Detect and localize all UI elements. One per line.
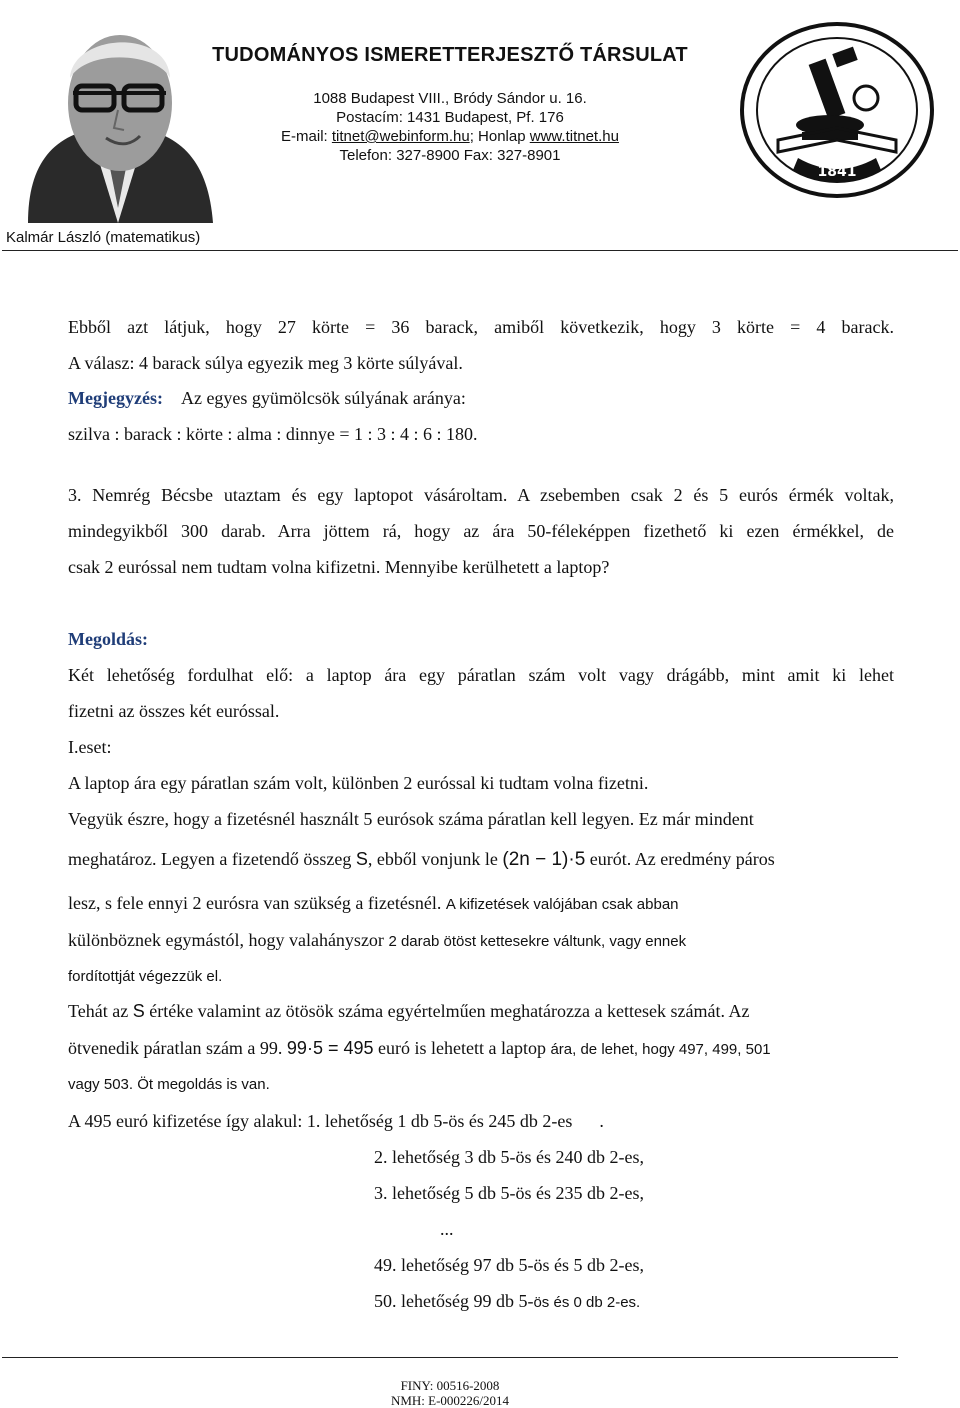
problem-line: mindegyikből 300 darab. Arra jöttem rá, hogy az ára 50-féleképpen fizethető ki ezen érmékkel, de [68,521,894,541]
symbol-s: S [355,849,368,869]
ratio-line: szilva : barack : körte : alma : dinnye = 1 : 3 : 4 : 6 : 180. [68,424,478,444]
homepage-label: ; Honlap [469,128,526,145]
solution-line: fizetni az összes két euróssal. [68,701,280,721]
text-fragment: meghatároz. Legyen a fizetendő összeg [68,849,352,869]
text-line: A válasz: 4 barack súlya egyezik meg 3 körte súlyával. [68,353,463,373]
option-ellipsis: ... [440,1219,454,1239]
text-line: Ebből azt látjuk, hogy 27 körte = 36 barack, amiből következik, hogy 3 körte = 4 barack. [68,317,894,337]
nmh-number: NMH: E-000226/2014 [390,1393,510,1408]
text-fragment: Tehát az [68,1001,129,1021]
footer [330,1378,570,1408]
solution-line: Két lehetőség fordulhat elő: a laptop ára egy páratlan szám volt vagy drágább, mint amit ki lehet [68,665,894,685]
text-fragment: , ebből vonjunk le [367,849,498,869]
text-fragment: . [599,1111,604,1131]
note-line [68,387,466,409]
text-fragment: lesz, s fele ennyi 2 eurósra van szükség a fizetésnél. [68,893,442,913]
option-line-1 [68,1110,604,1132]
email-link[interactable]: titnet@webinform.hu [331,128,470,145]
text-fragment: különböznek egymástól, hogy valahányszor [68,930,384,950]
homepage-link[interactable]: www.titnet.hu [529,128,619,145]
text-fragment: értéke valamint az ötösök száma egyértelműen meghatározza a kettesek számát. Az [149,1001,750,1021]
case-heading: I.eset: [68,737,112,757]
formula-495: 99·5 = 495 [286,1038,374,1058]
seal-year: 1841 [817,164,857,180]
option-line: 3. lehetőség 5 db 5-ös és 235 db 2-es, [374,1183,644,1203]
text-fragment: eurót. Az eredmény páros [589,849,775,869]
postal-line: Postacím: 1431 Budapest, Pf. 176 [336,109,564,126]
solution-line [68,929,686,953]
problem-line: 3. Nemrég Bécsbe utaztam és egy laptopot vásároltam. A zsebemben csak 2 és 5 eurós érmék voltak, [68,485,894,505]
solution-heading: Megoldás: [68,629,148,649]
organization-header [180,44,720,165]
option-line [374,1290,640,1314]
solution-line [68,892,679,916]
address-line: 1088 Budapest VIII., Bródy Sándor u. 16. [313,90,587,107]
contact-line [180,127,720,146]
solution-line: vagy 503. Öt megoldás is van. [68,1076,270,1093]
society-seal-logo [738,20,936,200]
solution-line [68,1000,749,1022]
note-text: Az egyes gyümölcsök súlyának aránya: [180,388,466,408]
option-line: 2. lehetőség 3 db 5-ös és 240 db 2-es, [374,1147,644,1167]
text-fragment: 50. lehetőség 99 db 5- [374,1291,534,1311]
solution-line: A laptop ára egy páratlan szám volt, különben 2 euróssal ki tudtam volna fizetni. [68,773,649,793]
footer-divider [2,1357,898,1358]
symbol-s: S [132,1001,145,1021]
text-fragment: 2 darab ötöst kettesekre váltunk, vagy ennek [388,933,687,950]
text-fragment: ára, de lehet, hogy 497, 499, 501 [550,1041,771,1058]
formula: (2n − 1)·5 [502,849,586,870]
finy-number: FINY: 00516-2008 [400,1378,500,1393]
text-fragment: A kifizetések valójában csak abban [445,896,679,913]
organization-name: TUDOMÁNYOS ISMERETTERJESZTŐ TÁRSULAT [212,44,688,66]
solution-line-formula [68,1037,771,1061]
portrait-caption: Kalmár László (matematikus) [6,229,201,246]
solution-line-formula [68,848,775,871]
text-fragment: ös és 0 db 2-es. [533,1294,641,1311]
text-fragment: ötvenedik páratlan szám a 99. [68,1038,283,1058]
solution-line: fordítottját végezzük el. [68,968,223,985]
note-label: Megjegyzés: [68,388,163,408]
problem-line: csak 2 euróssal nem tudtam volna kifizetni. Mennyibe kerülhetett a laptop? [68,557,610,577]
text-fragment: A 495 euró kifizetése így alakul: 1. lehetőség 1 db 5-ös és 245 db 2-es [68,1111,573,1131]
solution-line: Vegyük észre, hogy a fizetésnél használt 5 eurósok száma páratlan kell legyen. Ez már mindent [68,809,754,829]
email-label: E-mail: [281,128,328,145]
text-fragment: euró is lehetett a laptop [378,1038,546,1058]
phone-line: Telefon: 327-8900 Fax: 327-8901 [339,147,561,164]
option-line: 49. lehetőség 97 db 5-ös és 5 db 2-es, [374,1255,644,1275]
header-divider [2,250,958,251]
